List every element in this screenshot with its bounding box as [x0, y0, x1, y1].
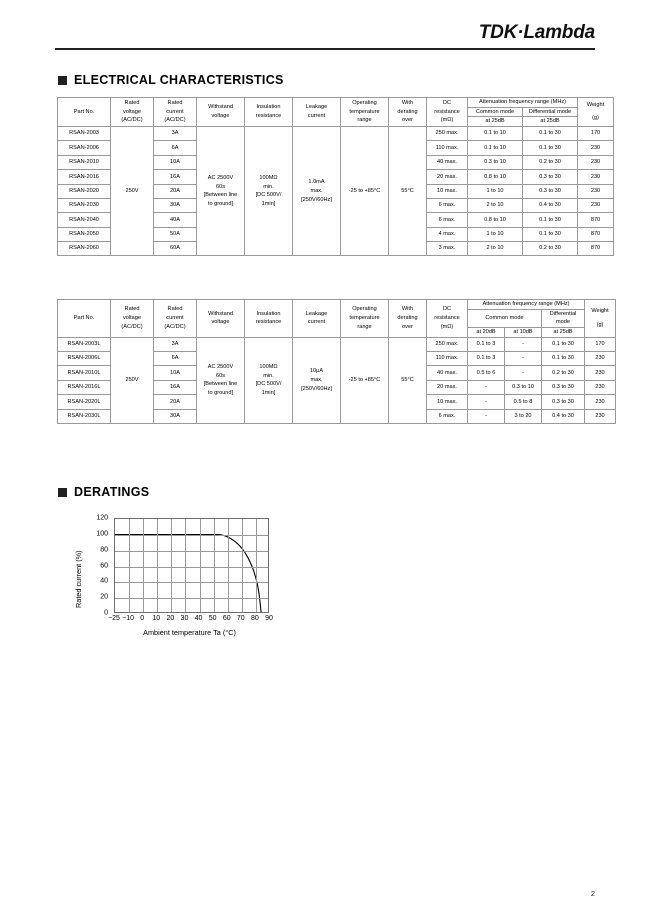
- cell-weight: 230: [585, 352, 616, 366]
- cell-differential-mode: 0.2 to 30: [523, 242, 578, 256]
- cell-part-no: RSAN-2006L: [58, 352, 111, 366]
- section-title-deratings: [58, 485, 149, 499]
- th2-common-mode-at-10db: at 10dB: [505, 327, 542, 337]
- electrical-characteristics-table-2: [57, 299, 616, 424]
- cell-common-mode-20db: 0.1 to 3: [468, 337, 505, 351]
- section-title-electrical-characteristics: [58, 73, 284, 87]
- th2-common-mode-at-20db: at 20dB: [468, 327, 505, 337]
- chart-y-tick-label: 0: [104, 609, 108, 617]
- th2-part-no: Part No.: [58, 300, 111, 338]
- cell-common-mode-20db: -: [468, 409, 505, 423]
- page-header: [55, 22, 595, 50]
- chart-gridline-horizontal: [115, 598, 268, 599]
- chart-y-tick-label: 60: [100, 562, 108, 569]
- chart-x-tick-label: −25: [108, 615, 120, 622]
- cell-operating-temperature-range: -25 to +85°C: [341, 337, 389, 423]
- brand-logo: TDK·Lambda: [478, 22, 595, 43]
- header-divider: [55, 48, 595, 50]
- cell-dc-resistance: 40 max.: [427, 366, 468, 380]
- th2-leakage-current: Leakage current: [293, 300, 341, 338]
- chart-x-tick-label: −10: [122, 615, 135, 622]
- cell-common-mode-20db: 0.1 to 3: [468, 352, 505, 366]
- cell-differential-mode: 0.4 to 30: [523, 198, 578, 212]
- chart-x-tick-label: 70: [236, 615, 245, 622]
- cell-rated-voltage: 250V: [111, 337, 154, 423]
- cell-rated-current: 30A: [154, 198, 197, 212]
- cell-weight: 230: [585, 409, 616, 423]
- cell-part-no: RSAN-2060: [58, 242, 111, 256]
- derating-chart: [62, 512, 297, 637]
- th2-attenuation-frequency-range: Attenuation frequency range (MHz): [468, 300, 585, 310]
- cell-common-mode-20db: -: [468, 395, 505, 409]
- chart-y-tick-label: 40: [100, 577, 108, 585]
- cell-weight: 870: [578, 242, 614, 256]
- cell-insulation-resistance: 100MΩ min. [DC 500V/ 1min]: [245, 337, 293, 423]
- cell-weight: 230: [585, 366, 616, 380]
- cell-weight: 170: [585, 337, 616, 351]
- cell-rated-current: 10A: [154, 155, 197, 169]
- cell-common-mode-10db: 0.3 to 10: [505, 380, 542, 394]
- cell-differential-mode: 0.1 to 30: [542, 337, 585, 351]
- th-leakage-current: Leakage current: [293, 98, 341, 127]
- chart-y-tick-label: 100: [96, 530, 108, 538]
- cell-dc-resistance: 250 max.: [427, 337, 468, 351]
- cell-withstand-voltage: AC 2500V 60s [Between line to ground]: [197, 126, 245, 256]
- cell-differential-mode: 0.3 to 30: [523, 184, 578, 198]
- cell-common-mode: 1 to 10: [468, 227, 523, 241]
- cell-common-mode-10db: -: [505, 337, 542, 351]
- chart-y-tick-label: 80: [100, 546, 108, 554]
- th2-common-mode: Common mode: [468, 309, 542, 327]
- chart-gridline-horizontal: [115, 551, 268, 552]
- chart-gridline-horizontal: [115, 535, 268, 536]
- cell-weight: 230: [585, 380, 616, 394]
- th-operating-temperature-range: Operating temperature range: [341, 98, 389, 127]
- cell-dc-resistance: 40 max.: [427, 155, 468, 169]
- cell-part-no: RSAN-2040: [58, 213, 111, 227]
- cell-dc-resistance: 250 max.: [427, 126, 468, 140]
- cell-differential-mode: 0.1 to 30: [523, 213, 578, 227]
- cell-weight: 230: [578, 155, 614, 169]
- cell-dc-resistance: 20 max.: [427, 380, 468, 394]
- section-title-label: DERATINGS: [74, 485, 150, 499]
- chart-x-tick-label: 10: [152, 615, 161, 622]
- cell-with-derating-over: 55°C: [389, 337, 427, 423]
- chart-x-tick-label: 80: [251, 615, 259, 622]
- table-1-body: [58, 126, 614, 256]
- cell-rated-current: 60A: [154, 242, 197, 256]
- chart-plot-area: [114, 518, 269, 613]
- chart-gridline-horizontal: [115, 582, 268, 583]
- th-differential-mode: Differential mode: [523, 107, 578, 117]
- cell-differential-mode: 0.2 to 30: [523, 155, 578, 169]
- cell-dc-resistance: 20 max.: [427, 170, 468, 184]
- chart-x-axis-title: Ambient temperature Ta (°C): [143, 628, 236, 637]
- cell-part-no: RSAN-2003L: [58, 337, 111, 351]
- chart-x-tick-label: 20: [166, 615, 175, 622]
- cell-differential-mode: 0.3 to 30: [542, 395, 585, 409]
- cell-rated-current: 30A: [154, 409, 197, 423]
- square-bullet-icon: [58, 488, 67, 497]
- th2-withstand-voltage: Withstand voltage: [197, 300, 245, 338]
- cell-common-mode-10db: 3 to 20: [505, 409, 542, 423]
- cell-leakage-current: 1.0mA max. [250V/60Hz]: [293, 126, 341, 256]
- cell-rated-current: 10A: [154, 366, 197, 380]
- cell-part-no: RSAN-2010: [58, 155, 111, 169]
- th-part-no: Part No.: [58, 98, 111, 127]
- cell-part-no: RSAN-2050: [58, 227, 111, 241]
- cell-weight: 870: [578, 227, 614, 241]
- cell-rated-current: 20A: [154, 395, 197, 409]
- th2-insulation-resistance: Insulation resistance: [245, 300, 293, 338]
- cell-dc-resistance: 4 max.: [427, 227, 468, 241]
- cell-differential-mode: 0.2 to 30: [542, 366, 585, 380]
- th2-with-derating-over: With derating over: [389, 300, 427, 338]
- th-rated-current: Rated current (AC/DC): [154, 98, 197, 127]
- cell-common-mode: 0.1 to 10: [468, 141, 523, 155]
- cell-differential-mode: 0.1 to 30: [523, 126, 578, 140]
- cell-weight: 230: [578, 184, 614, 198]
- table-row: [58, 126, 614, 140]
- cell-part-no: RSAN-2030: [58, 198, 111, 212]
- cell-differential-mode: 0.3 to 30: [542, 380, 585, 394]
- th2-differential-mode-at: at 25dB: [542, 327, 585, 337]
- th2-differential-mode: Differential mode: [542, 309, 585, 327]
- square-bullet-icon: [58, 76, 67, 85]
- th-differential-mode-at: at 25dB: [523, 117, 578, 127]
- cell-rated-current: 40A: [154, 213, 197, 227]
- cell-differential-mode: 0.1 to 30: [523, 141, 578, 155]
- cell-weight: 230: [585, 395, 616, 409]
- cell-insulation-resistance: 100MΩ min. [DC 500V/ 1min]: [245, 126, 293, 256]
- table-2-body: [58, 337, 616, 423]
- cell-differential-mode: 0.1 to 30: [542, 352, 585, 366]
- chart-y-tick-label: 20: [100, 593, 108, 601]
- th2-rated-current: Rated current (AC/DC): [154, 300, 197, 338]
- electrical-characteristics-table-2-wrapper: [57, 299, 616, 424]
- th-insulation-resistance: Insulation resistance: [245, 98, 293, 127]
- th-rated-voltage: Rated voltage (AC/DC): [111, 98, 154, 127]
- chart-x-tick-label: 50: [208, 615, 217, 622]
- page-number: 2: [590, 889, 595, 898]
- cell-withstand-voltage: AC 2500V 60s [Between line to ground]: [197, 337, 245, 423]
- cell-common-mode: 2 to 10: [468, 198, 523, 212]
- chart-x-tick-label: 0: [140, 615, 145, 622]
- chart-x-tick-label: 60: [222, 615, 231, 622]
- chart-x-tick-label: 90: [265, 615, 273, 622]
- th2-rated-voltage: Rated voltage (AC/DC): [111, 300, 154, 338]
- cell-rated-current: 3A: [154, 337, 197, 351]
- cell-part-no: RSAN-2030L: [58, 409, 111, 423]
- cell-common-mode: 0.3 to 10: [468, 155, 523, 169]
- cell-rated-current: 3A: [154, 126, 197, 140]
- electrical-characteristics-table-1-wrapper: [57, 97, 614, 256]
- cell-common-mode: 1 to 10: [468, 184, 523, 198]
- chart-gridline-horizontal: [115, 567, 268, 568]
- cell-rated-current: 6A: [154, 352, 197, 366]
- cell-rated-current: 16A: [154, 380, 197, 394]
- cell-part-no: RSAN-2020: [58, 184, 111, 198]
- cell-with-derating-over: 55°C: [389, 126, 427, 256]
- cell-common-mode-10db: -: [505, 352, 542, 366]
- cell-weight: 230: [578, 198, 614, 212]
- cell-common-mode-10db: -: [505, 366, 542, 380]
- section-title-label: ELECTRICAL CHARACTERISTICS: [74, 73, 284, 87]
- cell-rated-voltage: 250V: [111, 126, 154, 256]
- cell-weight: 230: [578, 170, 614, 184]
- cell-weight: 870: [578, 213, 614, 227]
- cell-leakage-current: 10μA max. [250V/60Hz]: [293, 337, 341, 423]
- chart-x-tick-label: 40: [194, 615, 203, 622]
- chart-x-tick-label: 30: [180, 615, 189, 622]
- cell-part-no: RSAN-2020L: [58, 395, 111, 409]
- cell-part-no: RSAN-2016L: [58, 380, 111, 394]
- table-2-header: [58, 300, 616, 338]
- cell-common-mode-20db: -: [468, 380, 505, 394]
- cell-common-mode: 0.8 to 10: [468, 213, 523, 227]
- th-weight: Weight (g): [578, 98, 614, 127]
- table-1-header: [58, 98, 614, 127]
- cell-common-mode-10db: 0.5 to 8: [505, 395, 542, 409]
- cell-dc-resistance: 6 max.: [427, 198, 468, 212]
- cell-rated-current: 16A: [154, 170, 197, 184]
- cell-weight: 170: [578, 126, 614, 140]
- cell-part-no: RSAN-2016: [58, 170, 111, 184]
- cell-rated-current: 6A: [154, 141, 197, 155]
- cell-part-no: RSAN-2010L: [58, 366, 111, 380]
- cell-common-mode-20db: 0.5 to 6: [468, 366, 505, 380]
- cell-dc-resistance: 6 max.: [427, 213, 468, 227]
- th-attenuation-frequency-range: Attenuation frequency range (MHz): [468, 98, 578, 108]
- cell-differential-mode: 0.3 to 30: [523, 170, 578, 184]
- cell-dc-resistance: 110 max.: [427, 352, 468, 366]
- cell-rated-current: 20A: [154, 184, 197, 198]
- cell-part-no: RSAN-2003: [58, 126, 111, 140]
- th2-dc-resistance: DC resistance (mΩ): [427, 300, 468, 338]
- cell-operating-temperature-range: -25 to +85°C: [341, 126, 389, 256]
- cell-differential-mode: 0.4 to 30: [542, 409, 585, 423]
- th-withstand-voltage: Withstand voltage: [197, 98, 245, 127]
- electrical-characteristics-table-1: [57, 97, 614, 256]
- cell-differential-mode: 0.1 to 30: [523, 227, 578, 241]
- table-row: [58, 337, 616, 351]
- cell-common-mode: 0.1 to 10: [468, 126, 523, 140]
- cell-weight: 230: [578, 141, 614, 155]
- th2-weight: Weight (g): [585, 300, 616, 338]
- cell-dc-resistance: 10 max.: [427, 395, 468, 409]
- cell-dc-resistance: 6 max.: [427, 409, 468, 423]
- th-common-mode-at: at 25dB: [468, 117, 523, 127]
- th-common-mode: Common mode: [468, 107, 523, 117]
- th2-operating-temperature-range: Operating temperature range: [341, 300, 389, 338]
- cell-dc-resistance: 3 max.: [427, 242, 468, 256]
- th-dc-resistance: DC resistance (mΩ): [427, 98, 468, 127]
- th-with-derating-over: With derating over: [389, 98, 427, 127]
- chart-y-tick-label: 120: [96, 514, 108, 522]
- cell-common-mode: 0.8 to 10: [468, 170, 523, 184]
- cell-part-no: RSAN-2006: [58, 141, 111, 155]
- cell-rated-current: 50A: [154, 227, 197, 241]
- cell-common-mode: 2 to 10: [468, 242, 523, 256]
- cell-dc-resistance: 110 max.: [427, 141, 468, 155]
- cell-dc-resistance: 10 max.: [427, 184, 468, 198]
- chart-y-axis-title: Rated current (%): [74, 550, 83, 608]
